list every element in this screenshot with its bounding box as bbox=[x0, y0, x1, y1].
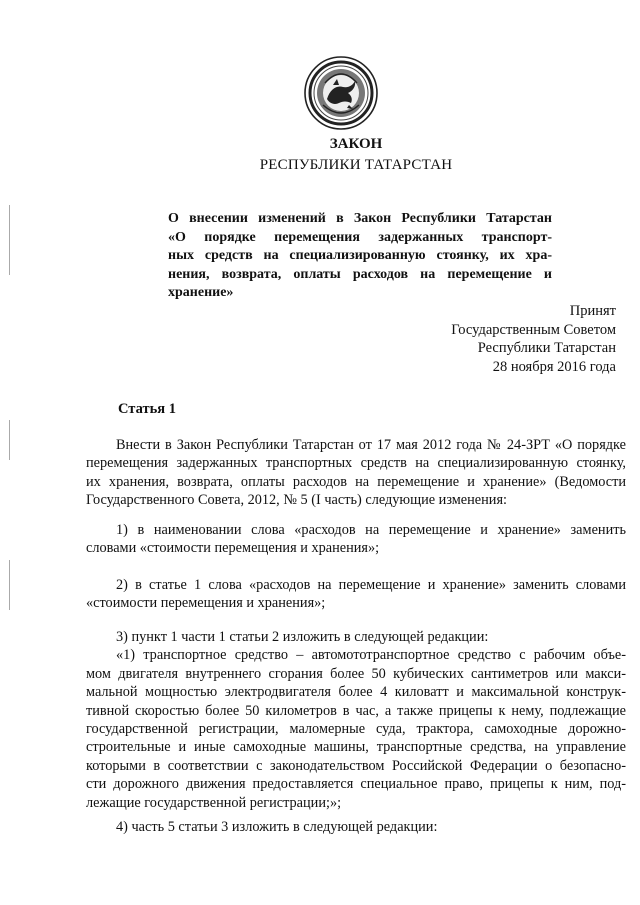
law-heading bbox=[168, 210, 552, 303]
text-line: словами «стоимости перемещения и хранения»; bbox=[86, 540, 380, 557]
text-line: «1) транспортное средство – автомототранспортное средство с рабочим объе- bbox=[116, 647, 626, 664]
paragraph-item-4 bbox=[86, 818, 626, 836]
heading-line: хранение» bbox=[168, 285, 234, 301]
paragraph-item-3 bbox=[86, 628, 626, 812]
text-line: лежащие государственной регистрации;»; bbox=[86, 794, 342, 811]
text-line: строительные и иные самоходные машины, транспортные средства, на управление bbox=[86, 739, 626, 756]
scan-mark bbox=[9, 420, 10, 460]
adoption-date: 28 ноября 2016 года bbox=[492, 358, 616, 375]
paragraph-item-2 bbox=[86, 576, 626, 613]
heading-line: О внесении изменений в Закон Республики Татарстан bbox=[168, 211, 552, 226]
adoption-block bbox=[451, 302, 616, 376]
text-line: 2) в статье 1 слова «расходов на перемещение и хранение» заменить словами bbox=[116, 577, 626, 593]
law-title: ЗАКОН bbox=[329, 136, 383, 152]
text-line: сти дорожного движения предоставляется специальное право, прицепы к ним, под- bbox=[86, 776, 626, 793]
heading-line: «О порядке перемещения задержанных транспорт- bbox=[168, 229, 552, 245]
paragraph-item-1 bbox=[86, 521, 626, 558]
law-subtitle: РЕСПУБЛИКИ ТАТАРСТАН bbox=[259, 157, 453, 173]
text-line: мом двигателя внутреннего сгорания более 50 кубических сантиметров или макси- bbox=[86, 665, 626, 682]
adopted-by-line1: Государственным Советом bbox=[451, 321, 616, 338]
text-line: мальной мощностью электродвигателя более 4 киловатт и максимальной конструк- bbox=[86, 684, 626, 701]
text-line: государственной регистрации, маломерные суда, трактора, самоходные дорожно- bbox=[86, 721, 626, 738]
adopted-by-line2: Республики Татарстан bbox=[477, 340, 616, 356]
text-line: которыми в соответствии с законодательством Российской Федерации о безопасно- bbox=[86, 757, 626, 774]
text-line: перемещения задержанных транспортных средств на специализированную стоянку, bbox=[86, 455, 626, 472]
text-line: Государственного Совета, 2012, № 5 (I часть) следующие изменения: bbox=[86, 492, 508, 509]
article-title: Статья 1 bbox=[118, 401, 176, 417]
scan-mark bbox=[9, 560, 10, 610]
heading-line: нения, возврата, оплаты расходов на перемещение и bbox=[168, 266, 552, 282]
text-line: «стоимости перемещения и хранения»; bbox=[86, 595, 326, 612]
text-line: тивной скоростью более 50 километров в час, а также прицепы к нему, подлежащие bbox=[86, 702, 626, 719]
scan-mark bbox=[9, 205, 10, 275]
text-line: 4) часть 5 статьи 3 изложить в следующей редакции: bbox=[116, 819, 438, 835]
paragraph-intro bbox=[86, 436, 626, 510]
adopted-label: Принят bbox=[569, 303, 616, 319]
text-line: 3) пункт 1 части 1 статьи 2 изложить в следующей редакции: bbox=[116, 629, 489, 645]
text-line: их хранения, возврата, оплаты расходов на перемещение и хранение» (Ведомости bbox=[86, 473, 626, 490]
text-line: 1) в наименовании слова «расходов на перемещение и хранение» заменить bbox=[116, 522, 626, 538]
heading-line: ных средств на специализированную стоянку, их хра- bbox=[168, 248, 552, 264]
text-line: Внести в Закон Республики Татарстан от 17 мая 2012 года № 24-ЗРТ «О порядке bbox=[116, 437, 626, 453]
tatarstan-coat-of-arms-icon bbox=[303, 55, 379, 131]
